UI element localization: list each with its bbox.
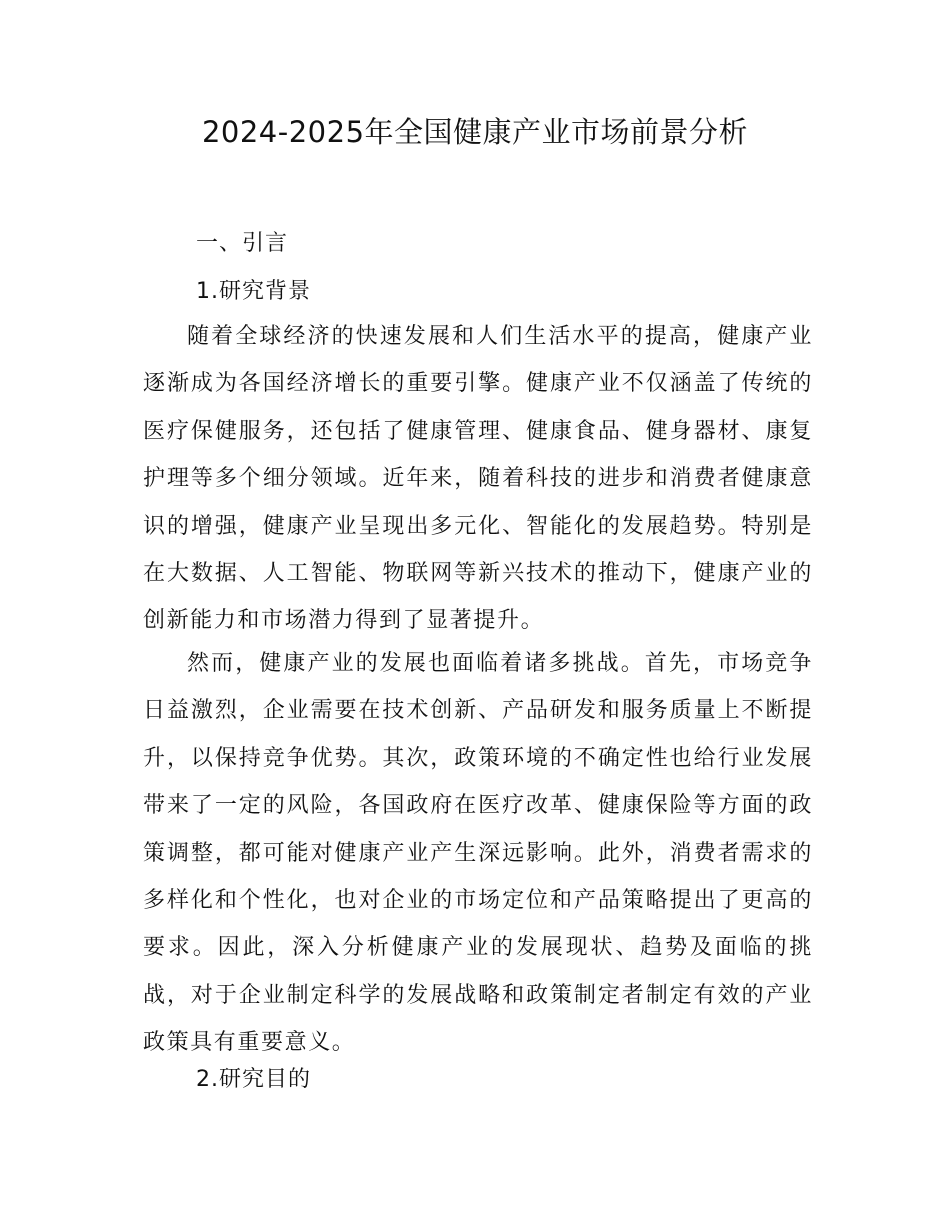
document-title: 2024-2025年全国健康产业市场前景分析 (201, 115, 749, 149)
section-heading-intro: 一、引言 (196, 231, 289, 256)
background-paragraph-2: 然而，健康产业的发展也面临着诸多挑战。首先，市场竞争日益激烈，企业需要在技术创新、产品研发和服务质量上不断提升，以保持竞争优势。其次，政策环境的不确定性也给行业发展带来了一定的风险，各国政府在医疗改革、健康保险等方面的政策调整，都可能对健康产业产生深远影响。此外，消费者需求的多样化和个性化，也对企业的市场定位和产品策略提出了更高的要求。因此，深入分析健康产业的发展现状、趋势及面临的挑战，对于企业制定科学的发展战略和政策制定者制定有效的产业政策具有重要意义。 (143, 651, 813, 1056)
subsection-heading-purpose: 2.研究目的 (196, 1067, 311, 1092)
background-paragraph-1: 随着全球经济的快速发展和人们生活水平的提高，健康产业逐渐成为各国经济增长的重要引擎。健康产业不仅涵盖了传统的医疗保健服务，还包括了健康管理、健康食品、健身器材、康复护理等多个细分领域。近年来，随着科技的进步和消费者健康意识的增强，健康产业呈现出多元化、智能化的发展趋势。特别是在大数据、人工智能、物联网等新兴技术的推动下，健康产业的创新能力和市场潜力得到了显著提升。 (143, 324, 813, 634)
subsection-heading-background: 1.研究背景 (196, 279, 311, 304)
